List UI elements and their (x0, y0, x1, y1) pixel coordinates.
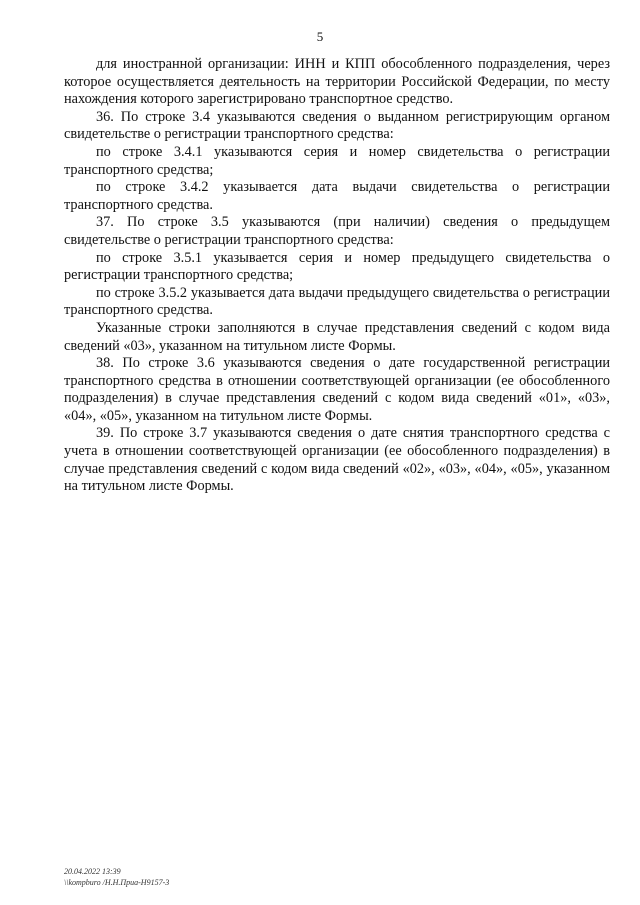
footer-timestamp: 20.04.2022 13:39 (64, 867, 121, 876)
paragraph-note: Указанные строки заполняются в случае представления сведений с кодом вида сведений «03», указанном на титульном листе Формы. (64, 319, 610, 354)
paragraph-3-5-2: по строке 3.5.2 указывается дата выдачи предыдущего свидетельства о регистрации транспортного средства. (64, 284, 610, 319)
paragraph-37: 37. По строке 3.5 указываются (при наличии) сведения о предыдущем свидетельстве о регистрации транспортного средства: (64, 214, 610, 248)
paragraph-38: 38. По строке 3.6 указываются сведения о дате государственной регистрации транспортного средства в отношении соответствующей организации (ее обособленного подразделения) в случае представления сведений с кодом вида сведений «01», «03», «04», «05», указанном на титульном листе Формы. (64, 355, 610, 424)
paragraph-continuation: для иностранной организации: ИНН и КПП обособленного подразделения, через которое осуществляется деятельность на территории Российской Федерации, по месту нахождения которого зарегистрировано транспортное средство. (64, 56, 610, 108)
document-body (64, 56, 610, 496)
paragraph-3-4-1: по строке 3.4.1 указываются серия и номер свидетельства о регистрации транспортного средства; (64, 143, 610, 178)
page-number: 5 (316, 29, 324, 44)
paragraph-36: 36. По строке 3.4 указываются сведения о выданном регистрирующим органом свидетельстве о регистрации транспортного средства: (64, 108, 610, 143)
paragraph-3-4-2: по строке 3.4.2 указывается дата выдачи свидетельства о регистрации транспортного средства. (64, 179, 610, 213)
paragraph-3-5-1: по строке 3.5.1 указывается серия и номер предыдущего свидетельства о регистрации транспортного средства; (64, 249, 610, 284)
document-footer (64, 866, 169, 888)
footer-file-path: \\kompburo /Н.Н.Приа-Н9157-3 (64, 878, 170, 887)
paragraph-39: 39. По строке 3.7 указываются сведения о дате снятия транспортного средства с учета в отношении соответствующей организации (ее обособленного подразделения) в случае представления сведений с кодом вида сведений «02», «03», «04», «05», указанном на титульном листе Формы. (64, 425, 610, 495)
